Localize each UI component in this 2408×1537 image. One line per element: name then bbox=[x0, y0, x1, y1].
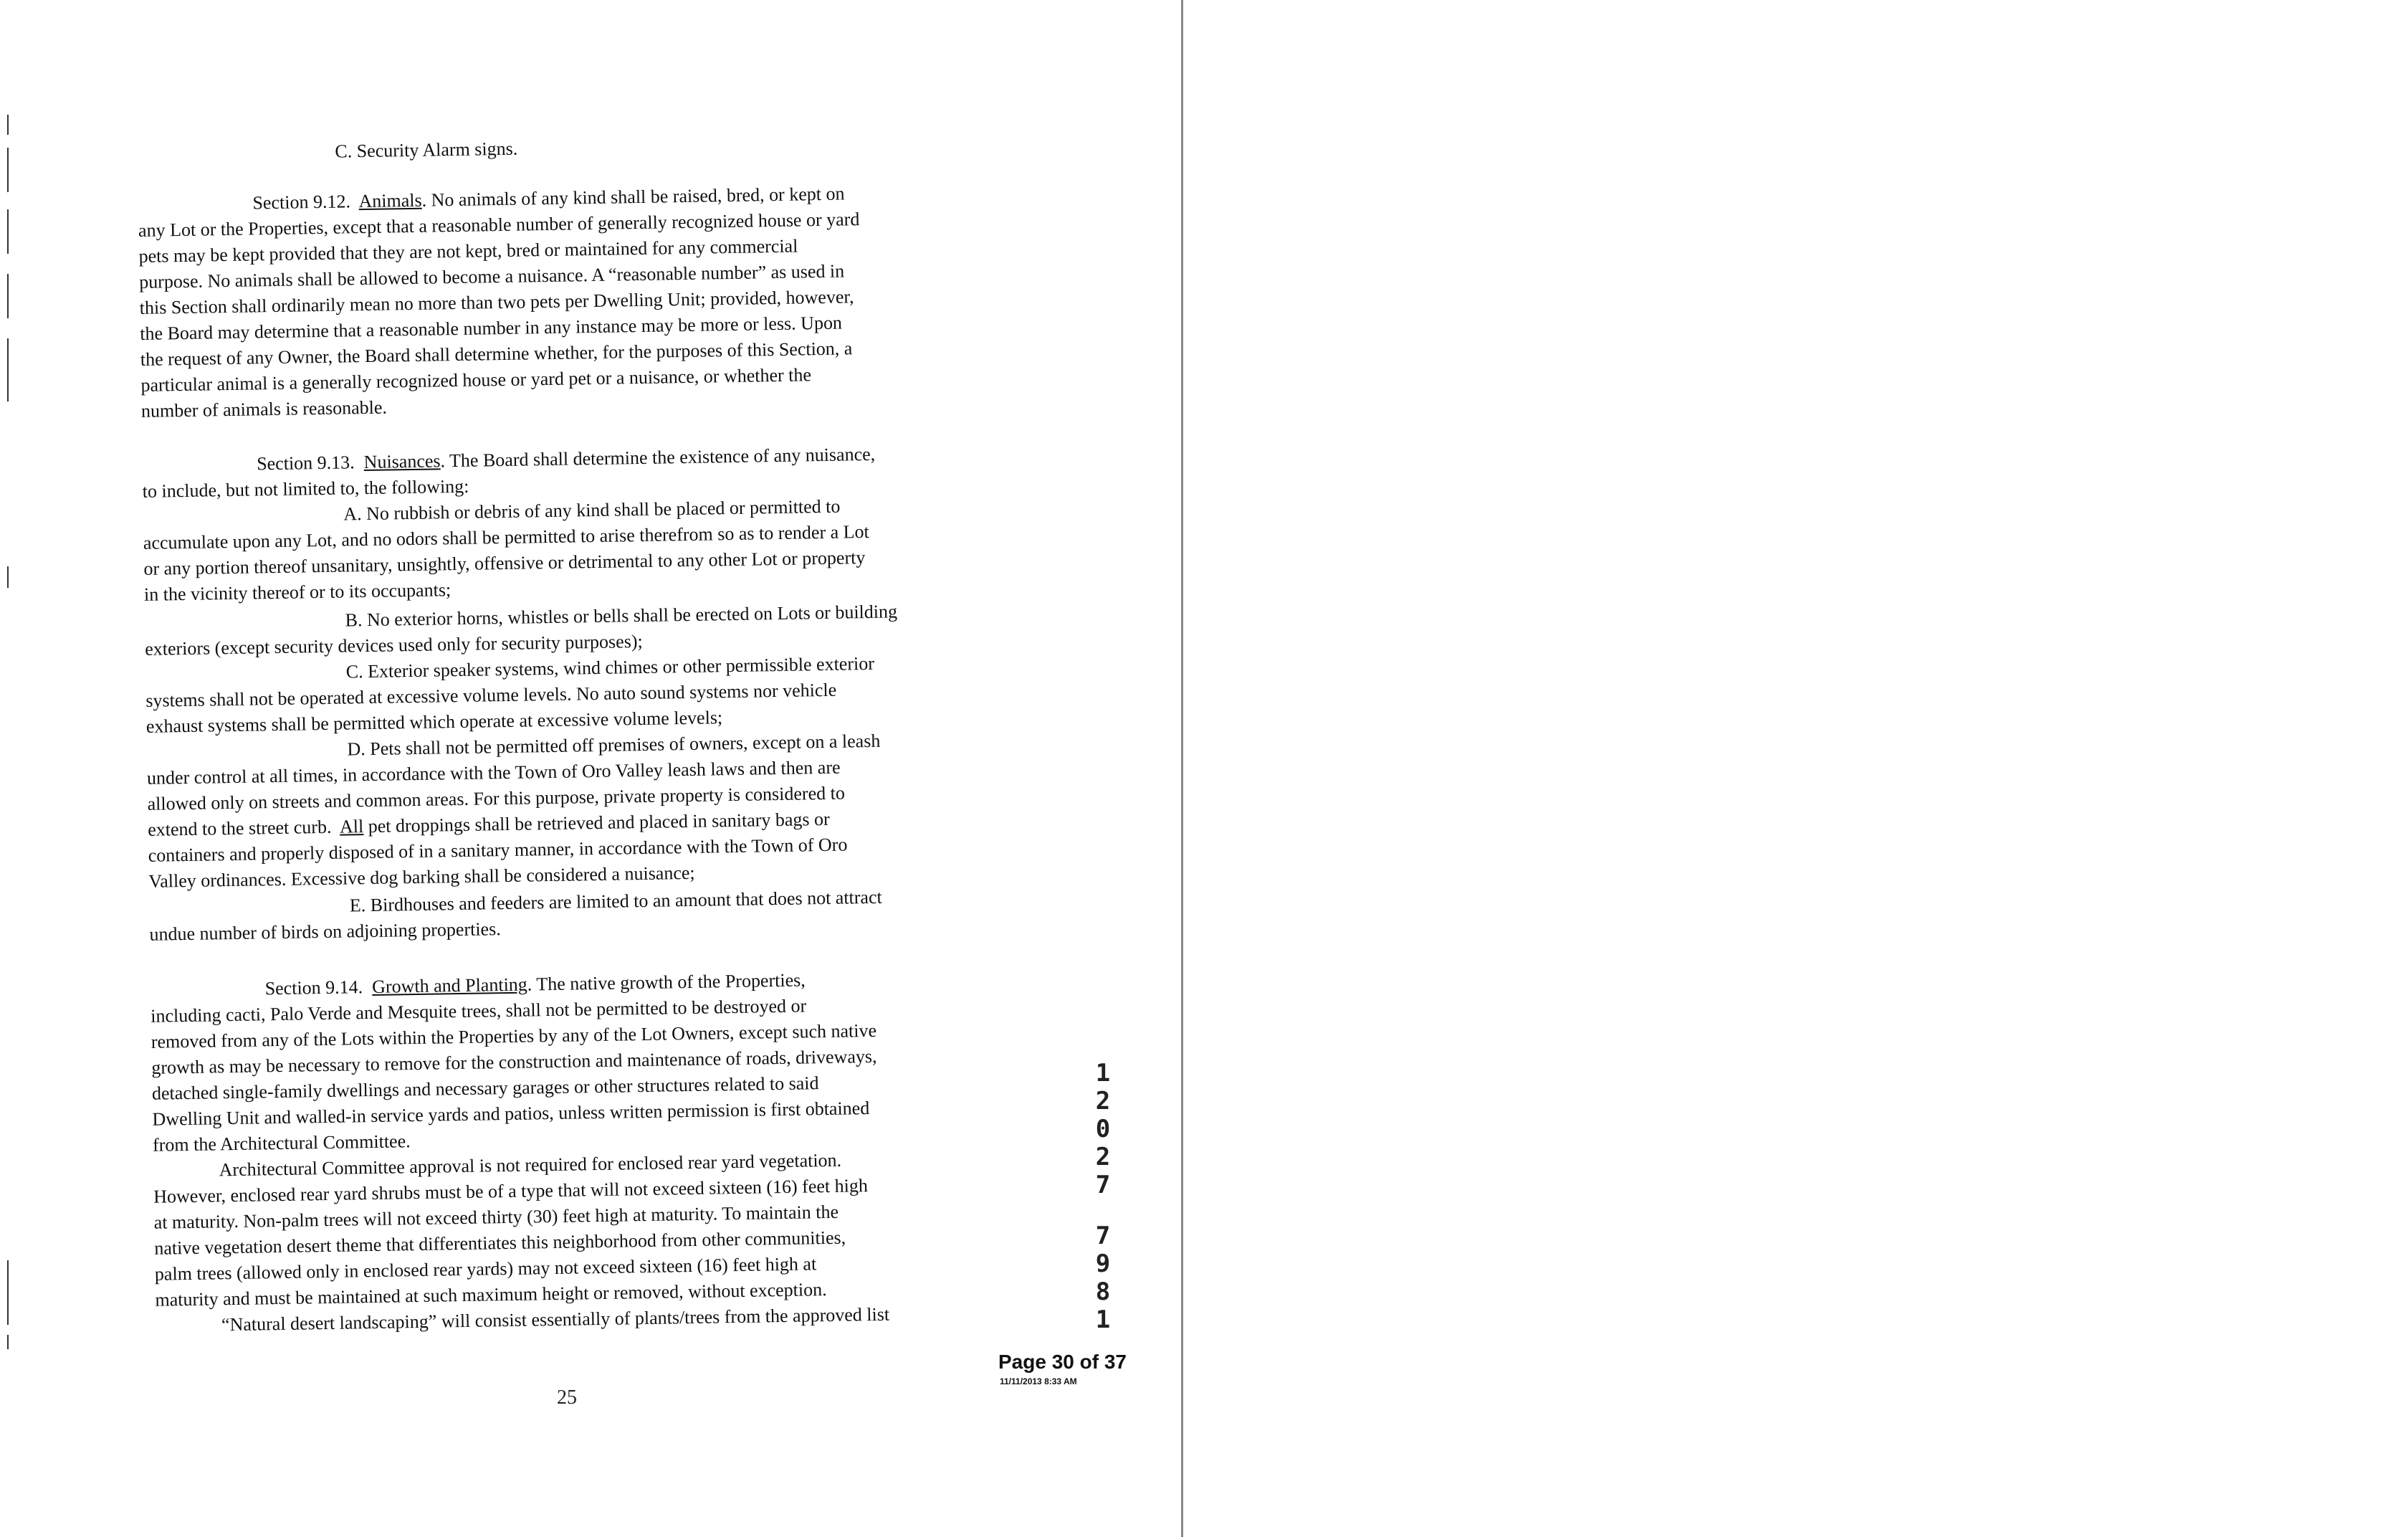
stamp-digit: 7 bbox=[1095, 1171, 1111, 1199]
recording-number-stamp bbox=[1092, 1060, 1114, 1334]
paragraph-line: However, enclosed rear yard shrubs must be of a type that will not exceed sixteen (16) feet high bbox=[153, 1175, 869, 1207]
stamp-digit: 9 bbox=[1095, 1250, 1111, 1278]
paragraph-line: Architectural Committee approval is not required for enclosed rear yard vegetation. bbox=[219, 1149, 842, 1181]
paragraph-line: native vegetation desert theme that differentiates this neighborhood from other communities, bbox=[154, 1227, 846, 1259]
paragraph-text: extend to the street curb. bbox=[147, 816, 332, 840]
paragraph-line: D. Pets shall not be permitted off premises of owners, except on a leash bbox=[347, 730, 881, 760]
paragraph-line: Valley ordinances. Excessive dog barking shall be considered a nuisance; bbox=[148, 862, 695, 892]
section-title: Animals bbox=[358, 189, 422, 212]
stamp-gap bbox=[1092, 1199, 1114, 1222]
section-9-13-first-line bbox=[142, 442, 876, 480]
stamp-digit: 1 bbox=[1095, 1305, 1111, 1334]
margin-mark bbox=[7, 209, 9, 254]
paragraph-line: B. No exterior horns, whistles or bells shall be erected on Lots or building bbox=[345, 601, 898, 631]
paragraph-line: the request of any Owner, the Board shall determine whether, for the purposes of this Section, a bbox=[140, 338, 853, 370]
paragraph-line: in the vicinity thereof or to its occupants; bbox=[143, 579, 452, 605]
paragraph-line: A. No rubbish or debris of any kind shall be placed or permitted to bbox=[343, 495, 841, 525]
paragraph-line: exhaust systems shall be permitted which operate at excessive volume levels; bbox=[145, 707, 723, 737]
paragraph-line: the Board may determine that a reasonable number in any instance may be more or less. Upon bbox=[140, 312, 843, 344]
stamp-digit: 0 bbox=[1095, 1115, 1111, 1143]
paragraph-line: accumulate upon any Lot, and no odors shall be permitted to arise therefrom so as to render a Lot bbox=[143, 520, 869, 553]
section-title: Nuisances bbox=[363, 450, 441, 473]
page-counter: Page 30 of 37 bbox=[998, 1351, 1127, 1373]
paragraph-line: at maturity. Non-palm trees will not exceed thirty (30) feet high at maturity. To maintain the bbox=[153, 1201, 839, 1233]
paragraph-line: E. Birdhouses and feeders are limited to an amount that does not attract bbox=[349, 886, 882, 916]
paragraph-line: pets may be kept provided that they are not kept, bred or maintained for any commercial bbox=[138, 235, 798, 267]
section-lead: Section 9.13. bbox=[256, 452, 355, 475]
paragraph-line: maturity and must be maintained at such maximum height or removed, without exception. bbox=[155, 1279, 827, 1310]
paragraph-line: number of animals is reasonable. bbox=[140, 396, 388, 422]
paragraph-text: . The native growth of the Properties, bbox=[527, 969, 806, 995]
paragraph-line: “Natural desert landscaping” will consist essentially of plants/trees from the approved list bbox=[221, 1303, 890, 1336]
paragraph-line: containers and properly disposed of in a sanitary manner, in accordance with the Town of Oro bbox=[148, 834, 848, 866]
stamp-digit: 2 bbox=[1095, 1143, 1111, 1171]
stamp-digit: 2 bbox=[1095, 1087, 1111, 1115]
underlined-word: All bbox=[339, 816, 364, 837]
paragraph-line: under control at all times, in accordance with the Town of Oro Valley leash laws and then are bbox=[146, 756, 841, 789]
paragraph-line: any Lot or the Properties, except that a reasonable number of generally recognized house or yard bbox=[138, 209, 860, 241]
blank-right-page bbox=[1183, 0, 2408, 1537]
footer-page-number: 25 bbox=[557, 1386, 577, 1409]
paragraph-text: . The Board shall determine the existence of any nuisance, bbox=[440, 443, 876, 472]
paragraph-line: systems shall not be operated at excessive volume levels. No auto sound systems nor vehicle bbox=[145, 679, 837, 711]
paragraph-line: exteriors (except security devices used only for security purposes); bbox=[144, 630, 643, 660]
paragraph-line: from the Architectural Committee. bbox=[152, 1131, 411, 1156]
paragraph-line: including cacti, Palo Verde and Mesquite trees, shall not be permitted to be destroyed or bbox=[150, 995, 807, 1027]
section-lead: Section 9.12. bbox=[252, 191, 351, 214]
margin-mark bbox=[7, 1260, 9, 1325]
stamp-digit: 7 bbox=[1095, 1222, 1111, 1250]
paragraph-line: undue number of birds on adjoining properties. bbox=[149, 918, 501, 945]
margin-mark bbox=[7, 115, 9, 135]
paragraph-line: allowed only on streets and common areas. For this purpose, private property is considered to bbox=[147, 782, 846, 814]
document-page bbox=[0, 0, 1182, 1537]
paragraph-line: growth as may be necessary to remove for the construction and maintenance of roads, driveways, bbox=[151, 1045, 877, 1078]
paragraph-line: particular animal is a generally recognized house or yard pet or a nuisance, or whether the bbox=[140, 364, 812, 396]
paragraph-text: . No animals of any kind shall be raised, bred, or kept on bbox=[421, 183, 845, 211]
paragraph-line: purpose. No animals shall be allowed to become a nuisance. A “reasonable number” as used in bbox=[138, 260, 845, 292]
paragraph-line: this Section shall ordinarily mean no more than two pets per Dwelling Unit; provided, however, bbox=[139, 286, 854, 318]
margin-mark bbox=[7, 274, 9, 318]
margin-mark bbox=[7, 1335, 9, 1349]
paragraph-line: palm trees (allowed only in enclosed rear yards) may not exceed sixteen (16) feet high at bbox=[154, 1253, 817, 1285]
paragraph-line: to include, but not limited to, the following: bbox=[142, 475, 469, 502]
margin-mark bbox=[7, 566, 9, 588]
stamp-digit: 8 bbox=[1095, 1277, 1111, 1306]
margin-mark bbox=[7, 373, 9, 401]
paragraph-line: Dwelling Unit and walled-in service yards and patios, unless written permission is first obtained bbox=[152, 1098, 870, 1130]
paragraph-line: detached single-family dwellings and necessary garages or other structures related to said bbox=[151, 1072, 819, 1104]
page-timestamp: 11/11/2013 8:33 AM bbox=[1000, 1376, 1077, 1386]
paragraph-line: removed from any of the Lots within the Properties by any of the Lot Owners, except such native bbox=[150, 1019, 877, 1052]
paragraph-line: or any portion thereof unsanitary, unsightly, offensive or detrimental to any other Lot or property bbox=[143, 547, 866, 579]
margin-mark bbox=[7, 148, 9, 192]
subsection-heading: C. Security Alarm signs. bbox=[335, 138, 518, 162]
paragraph-text: pet droppings shall be retrieved and placed in sanitary bags or bbox=[368, 808, 830, 837]
paragraph-line: C. Exterior speaker systems, wind chimes or other permissible exterior bbox=[345, 652, 875, 682]
section-title: Growth and Planting bbox=[371, 974, 528, 997]
stamp-digit: 1 bbox=[1095, 1059, 1111, 1088]
section-lead: Section 9.14. bbox=[264, 976, 363, 999]
